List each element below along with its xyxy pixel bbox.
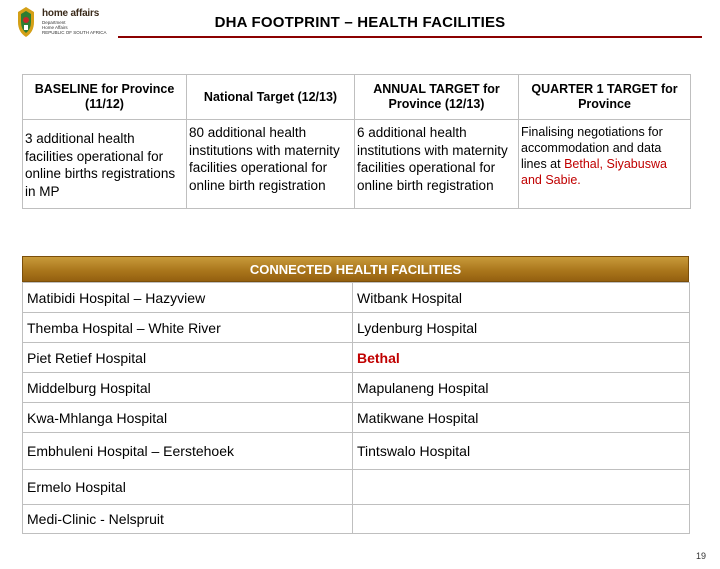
logo-sub-line: Home Affairs <box>42 25 68 30</box>
logo-sub-line: Department <box>42 20 66 25</box>
page-title: DHA FOOTPRINT – HEALTH FACILITIES <box>214 14 506 31</box>
table-row <box>23 313 690 343</box>
facility-cell: Middelburg Hospital <box>23 373 353 403</box>
facility-cell: Themba Hospital – White River <box>23 313 353 343</box>
logo-name: home affairs <box>42 8 100 19</box>
connected-facilities-header: CONNECTED HEALTH FACILITIES <box>22 256 689 282</box>
header-national-target: National Target (12/13) <box>187 75 355 120</box>
title-rule <box>118 36 702 38</box>
facility-cell: Lydenburg Hospital <box>353 313 690 343</box>
facility-cell: Medi-Clinic - Nelspruit <box>23 505 353 534</box>
table-row <box>23 505 690 534</box>
facility-cell: Mapulaneng Hospital <box>353 373 690 403</box>
facility-cell: Piet Retief Hospital <box>23 343 353 373</box>
facility-cell-highlight: Bethal <box>353 343 690 373</box>
quarter-target-value <box>519 120 691 209</box>
facility-cell: Kwa-Mhlanga Hospital <box>23 403 353 433</box>
annual-target-value: 6 additional health institutions with maternity facilities operational for online birth registration <box>355 120 519 209</box>
facility-cell <box>353 505 690 534</box>
targets-value-row <box>23 120 691 209</box>
facility-cell: Matikwane Hospital <box>353 403 690 433</box>
facility-cell: Tintswalo Hospital <box>353 433 690 470</box>
header-annual-target: ANNUAL TARGET for Province (12/13) <box>355 75 519 120</box>
national-target-value: 80 additional health institutions with maternity facilities operational for online birth registration <box>187 120 355 209</box>
targets-header-row <box>23 75 691 120</box>
table-row <box>23 433 690 470</box>
connected-facilities-table <box>22 282 690 534</box>
quarter-target-highlight: Bethal, Siyabuswa and Sabie. <box>521 157 667 187</box>
targets-table <box>22 74 691 209</box>
table-row <box>23 470 690 505</box>
quarter-target-text: Finalising negotiations for accommodation and data lines at <box>521 125 663 171</box>
facility-cell: Matibidi Hospital – Hazyview <box>23 283 353 313</box>
table-row <box>23 343 690 373</box>
table-row <box>23 403 690 433</box>
table-row <box>23 283 690 313</box>
header-quarter-target: QUARTER 1 TARGET for Province <box>519 75 691 120</box>
facility-cell: Witbank Hospital <box>353 283 690 313</box>
table-row <box>23 373 690 403</box>
facility-cell: Ermelo Hospital <box>23 470 353 505</box>
facility-cell: Embhuleni Hospital – Eerstehoek <box>23 433 353 470</box>
header-baseline: BASELINE for Province (11/12) <box>23 75 187 120</box>
page-number: 19 <box>695 551 706 561</box>
facility-cell <box>353 470 690 505</box>
baseline-value: 3 additional health facilities operational for online births registrations in MP <box>23 120 187 209</box>
logo-sub-line: REPUBLIC OF SOUTH AFRICA <box>42 30 107 35</box>
